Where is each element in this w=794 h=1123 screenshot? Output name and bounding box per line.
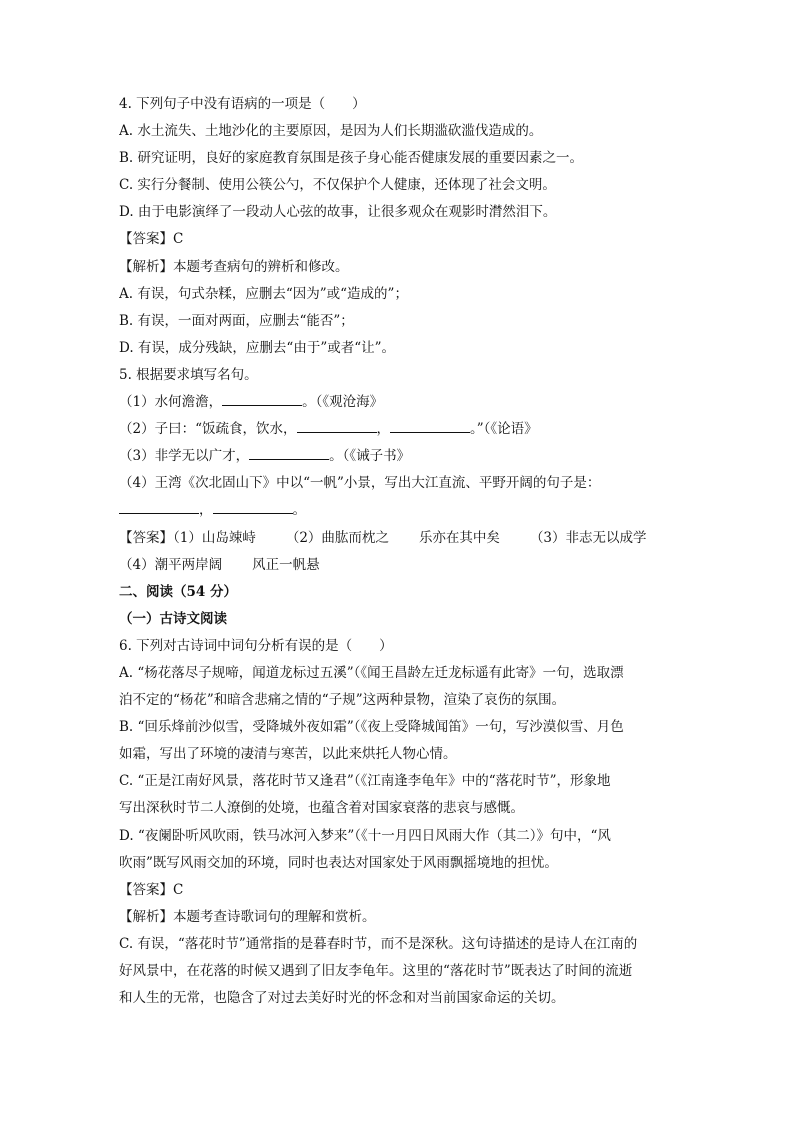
q4-stem: 4. 下列句子中没有语病的一项是（ ） — [119, 96, 366, 112]
q4-option-c: C. 实行分餐制、使用公筷公勺，不仅保护个人健康，还体现了社会文明。 — [119, 177, 556, 194]
q6-option-b-line-2: 如霜，写出了环境的凄清与寒苦，以此来烘托人物心情。 — [119, 746, 457, 763]
fill-blank — [213, 499, 293, 514]
q6-answer: 【答案】C — [119, 881, 184, 898]
q6-stem: 6. 下列对古诗词中词句分析有误的是（ ） — [119, 637, 393, 654]
q5-answer-line-2 — [119, 552, 694, 579]
q6-option-c-line-1: C. “正是江南好风景，落花时节又逢君”（《江南逢李龟年》中的“落花时节”，形象地 — [119, 773, 611, 790]
q5-item-4: （4）王湾《次北固山下》中以“一帆”小景，写出大江直流、平野开阔的句子是： — [119, 475, 601, 492]
q5-item-3-post: 。（《诫子书》 — [329, 448, 411, 465]
q5-answer-4b: 风正一帆悬 — [252, 556, 320, 573]
q5-item-4-blanks — [119, 497, 694, 524]
q5-answer-2a: （2）曲肱而枕之 — [285, 529, 389, 546]
fill-blank — [297, 418, 377, 433]
q5-item-1-post: 。（《观沧海》 — [302, 394, 384, 411]
q5-answer-line-1 — [119, 525, 694, 552]
q5-answer-1: （1）山岛竦峙 — [173, 529, 256, 546]
q5-answer-label: 【答案】 — [119, 529, 173, 546]
q6-analysis-title: 【解析】本题考查诗歌词句的理解和赏析。 — [119, 908, 376, 925]
q4-option-d: D. 由于电影演绎了一段动人心弦的故事，让很多观众在观影时潸然泪下。 — [119, 204, 557, 221]
fill-blank — [249, 445, 329, 460]
q5-item-2-post: 。”（《论语》 — [470, 421, 538, 438]
q6-option-d-line-2: 吹雨”既写风雨交加的环境，同时也表达对国家处于风雨飘摇境地的担忧。 — [119, 854, 558, 871]
q6-analysis-line-3: 和人生的无常，也隐含了对过去美好时光的怀念和对当前国家命运的关切。 — [119, 990, 565, 1007]
q5-item-3-pre: （3）非学无以广才， — [119, 448, 250, 465]
fill-blank — [222, 391, 302, 406]
q4-option-a: A. 水土流失、土地沙化的主要原因，是因为人们长期滥砍滥伐造成的。 — [119, 123, 543, 140]
q6-option-a-line-2: 泊不定的“杨花”和暗含悲痛之情的“子规”这两种景物，渲染了哀伤的氛围。 — [119, 692, 566, 709]
q5-stem: 5. 根据要求填写名句。 — [119, 366, 258, 383]
q4-analysis-d: D. 有误，成分残缺，应删去“由于”或者“让”。 — [119, 339, 396, 356]
q5-item-2-pre: （2）子曰：“饭疏食，饮水， — [119, 421, 297, 438]
q6-analysis-line-1: C. 有误，“落花时节”通常指的是暮春时节，而不是深秋。这句诗描述的是诗人在江南的 — [119, 935, 638, 952]
q4-analysis-title: 【解析】本题考查病句的辨析和修改。 — [119, 258, 349, 275]
q5-answer-3: （3）非志无以成学 — [529, 529, 647, 546]
fill-blank — [119, 499, 199, 514]
q5-item-2 — [119, 416, 694, 443]
q4-option-b: B. 研究证明，良好的家庭教育氛围是孩子身心能否健康发展的重要因素之一。 — [119, 150, 584, 167]
section-title: 二、阅读（54 分） — [119, 583, 237, 600]
q5-item-2-mid: ， — [376, 421, 390, 438]
subsection-title: （一）古诗文阅读 — [119, 610, 227, 627]
fill-blank — [390, 418, 470, 433]
q5-answer-4a: （4）潮平两岸阔 — [119, 556, 223, 573]
q5-item-1-pre: （1）水何澹澹， — [119, 394, 223, 411]
q5-item-3 — [119, 443, 694, 470]
q6-analysis-line-2: 好风景中，在花落的时候又遇到了旧友李龟年。这里的“落花时节”既表达了时间的流逝 — [119, 963, 633, 979]
q4-analysis-a: A. 有误，句式杂糅，应删去“因为”或“造成的”； — [119, 285, 408, 302]
q5-item-4-post: 。 — [292, 502, 306, 519]
q5-item-1 — [119, 389, 694, 416]
q6-option-d-line-1: D. “夜阑卧听风吹雨，铁马冰河入梦来”（《十一月四日风雨大作（其二）》句中，“风 — [119, 827, 611, 844]
q5-answer-2b: 乐亦在其中矣 — [418, 529, 500, 546]
q4-answer: 【答案】C — [119, 231, 184, 248]
q6-option-b-line-1: B. “回乐烽前沙似雪，受降城外夜如霜”（《夜上受降城闻笛》一句，写沙漠似雪、月色 — [119, 719, 624, 736]
q6-option-c-line-2: 写出深秋时节二人潦倒的处境，也蕴含着对国家衰落的悲哀与感慨。 — [119, 800, 524, 817]
q4-analysis-b: B. 有误，一面对两面，应删去“能否”； — [119, 312, 354, 329]
q5-item-4-mid: ， — [199, 502, 213, 519]
q6-option-a-line-1: A. “杨花落尽子规啼，闻道龙标过五溪”（《闻王昌龄左迁龙标遥有此寄》一句，选取漂 — [119, 664, 624, 681]
